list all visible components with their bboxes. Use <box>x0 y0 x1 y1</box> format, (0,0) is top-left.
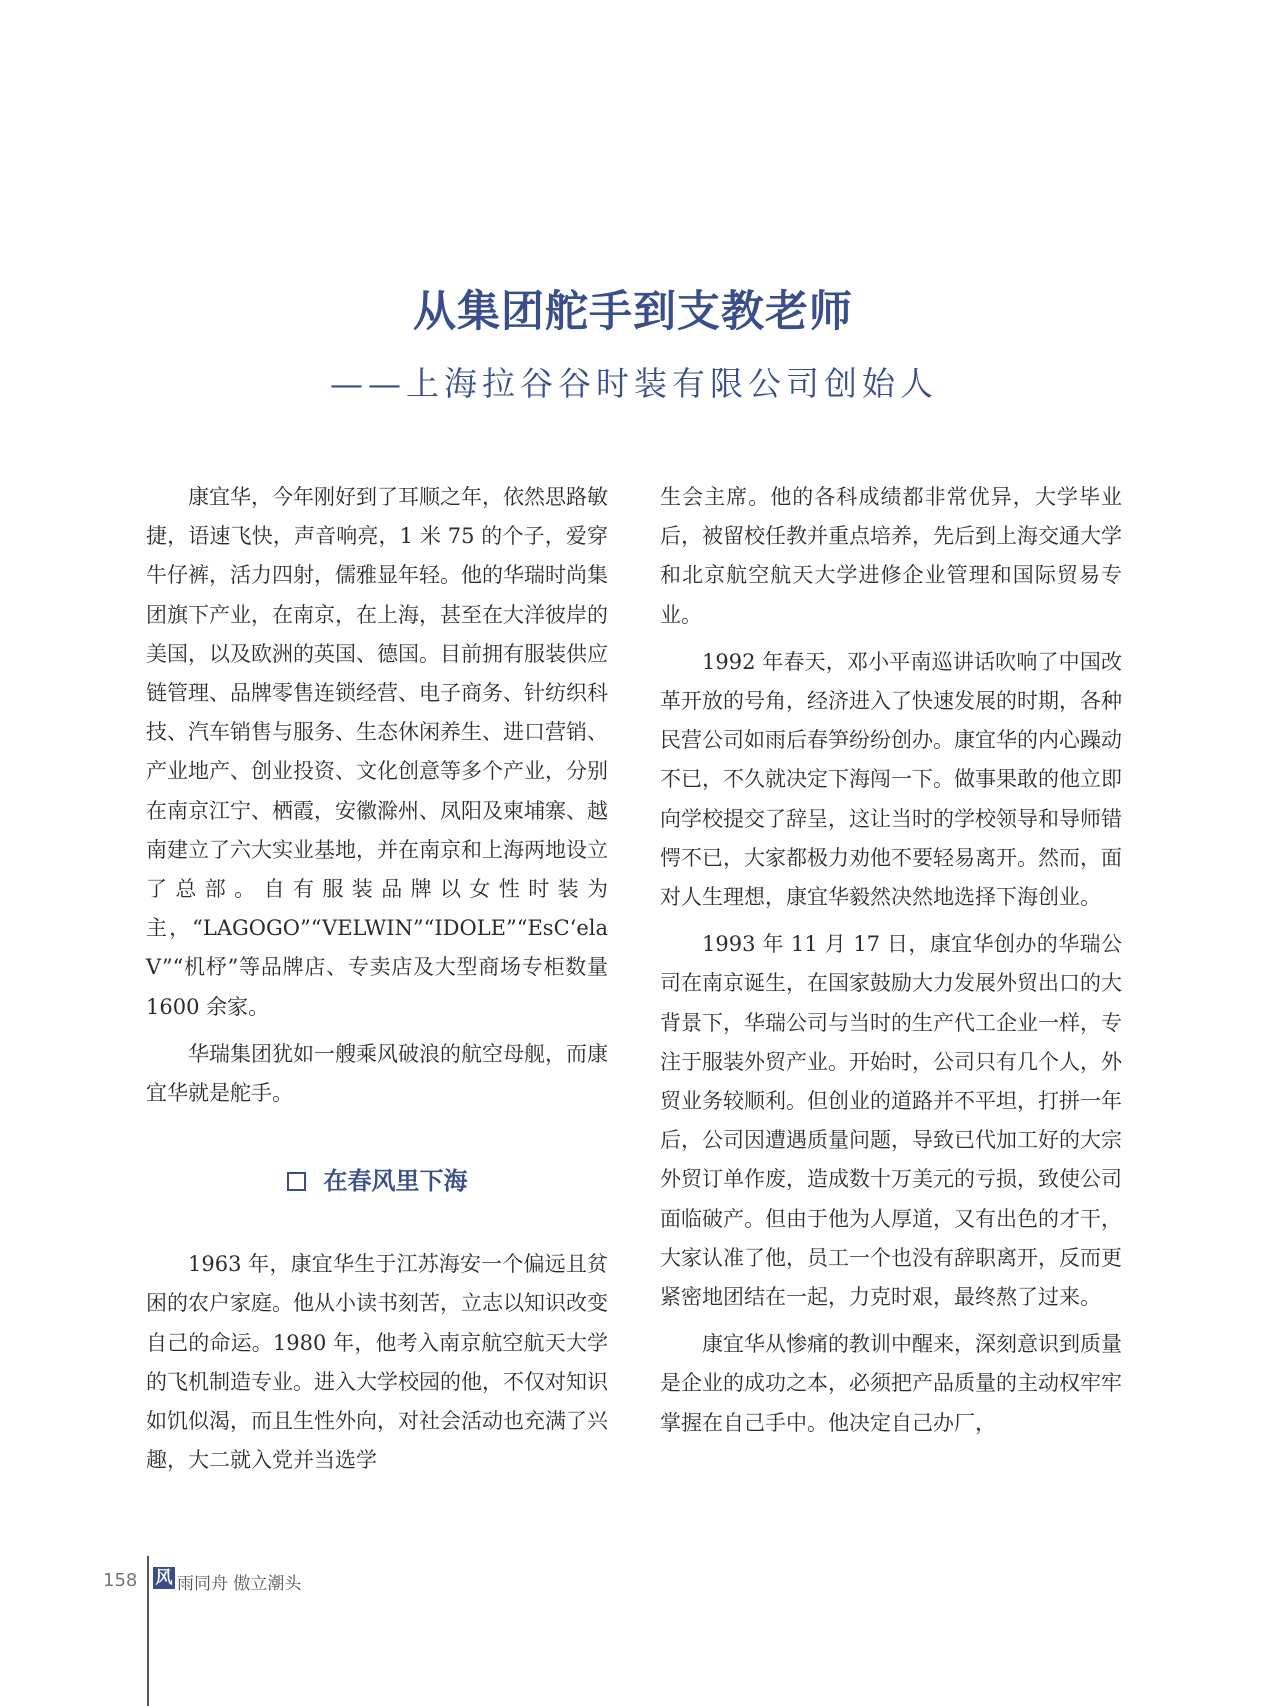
left-column <box>146 478 608 1488</box>
square-bullet-icon <box>287 1172 306 1191</box>
page-footer <box>0 1562 1266 1602</box>
section-heading <box>146 1161 608 1201</box>
running-title: 雨同舟 傲立潮头 <box>177 1574 302 1594</box>
body-paragraph: 康宜华，今年刚好到了耳顺之年，依然思路敏捷，语速飞快，声音响亮，1 米 75 的个子，爱穿牛仔裤，活力四射，儒雅显年轻。他的华瑞时尚集团旗下产业，在南京，在上海，甚至在大洋彼岸的美国，以及欧洲的英国、德国。目前拥有服装供应链管理、品牌零售连锁经营、电子商务、针纺织科技、汽车销售与服务、生态休闲养生、进口营销、产业地产、创业投资、文化创意等多个产业，分别在南京江宁、栖霞，安徽滁州、凤阳及柬埔寨、越南建立了六大实业基地，并在南京和上海两地设立了总部。自有服装品牌以女性时装为主，“LAGOGO”“VELWIN”“IDOLE”“EsC‘ela V”“机杼”等品牌店、专卖店及大型商场专柜数量 1600 余家。 <box>146 485 608 1019</box>
body-paragraph: 1963 年，康宜华生于江苏海安一个偏远且贫困的农户家庭。他从小读书刻苦，立志以知识改变自己的命运。1980 年，他考入南京航空航天大学的飞机制造专业。进入大学校园的他，不仅对知识如饥似渴，而且生性外向，对社会活动也充满了兴趣，大二就入党并当选学 <box>146 1252 608 1473</box>
body-paragraph: 1992 年春天，邓小平南巡讲话吹响了中国改革开放的号角，经济进入了快速发展的时期，各种民营公司如雨后春笋纷纷创办。康宜华的内心躁动不已，不久就决定下海闯一下。做事果敢的他立即向学校提交了辞呈，这让当时的学校领导和导师错愕不已，大家都极力劝他不要轻易离开。然而，面对人生理想，康宜华毅然决然地选择下海创业。 <box>660 649 1122 910</box>
section-heading-text: 在春风里下海 <box>323 1166 468 1195</box>
body-paragraph: 华瑞集团犹如一艘乘风破浪的航空母舰，而康宜华就是舵手。 <box>146 1041 608 1106</box>
right-column <box>660 478 1122 1451</box>
page-number: 158 <box>103 1570 138 1591</box>
publication-logo: 风 <box>153 1567 175 1589</box>
article-subtitle: ——上海拉谷谷时装有限公司创始人 <box>330 364 938 403</box>
body-paragraph: 1993 年 11 月 17 日，康宜华创办的华瑞公司在南京诞生，在国家鼓励大力发展外贸出口的大背景下，华瑞公司与当时的生产代工企业一样，专注于服装外贸产业。开始时，公司只有几个人，外贸业务较顺利。但创业的道路并不平坦，打拼一年后，公司因遭遇质量问题，导致已代加工好的大宗外贸订单作废，造成数十万美元的亏损，致使公司面临破产。但由于他为人厚道，又有出色的才干，大家认准了他，员工一个也没有辞职离开，反而更紧密地团结在一起，力克时艰，最终熬了过来。 <box>660 932 1122 1310</box>
body-paragraph-continuation: 生会主席。他的各科成绩都非常优异，大学毕业后，被留校任教并重点培养，先后到上海交通大学和北京航空航天大学进修企业管理和国际贸易专业。 <box>660 485 1122 627</box>
article-title: 从集团舵手到支教老师 <box>413 287 853 337</box>
body-paragraph: 康宜华从惨痛的教训中醒来，深刻意识到质量是企业的成功之本，必须把产品质量的主动权牢牢掌握在自己手中。他决定自己办厂， <box>660 1332 1122 1435</box>
